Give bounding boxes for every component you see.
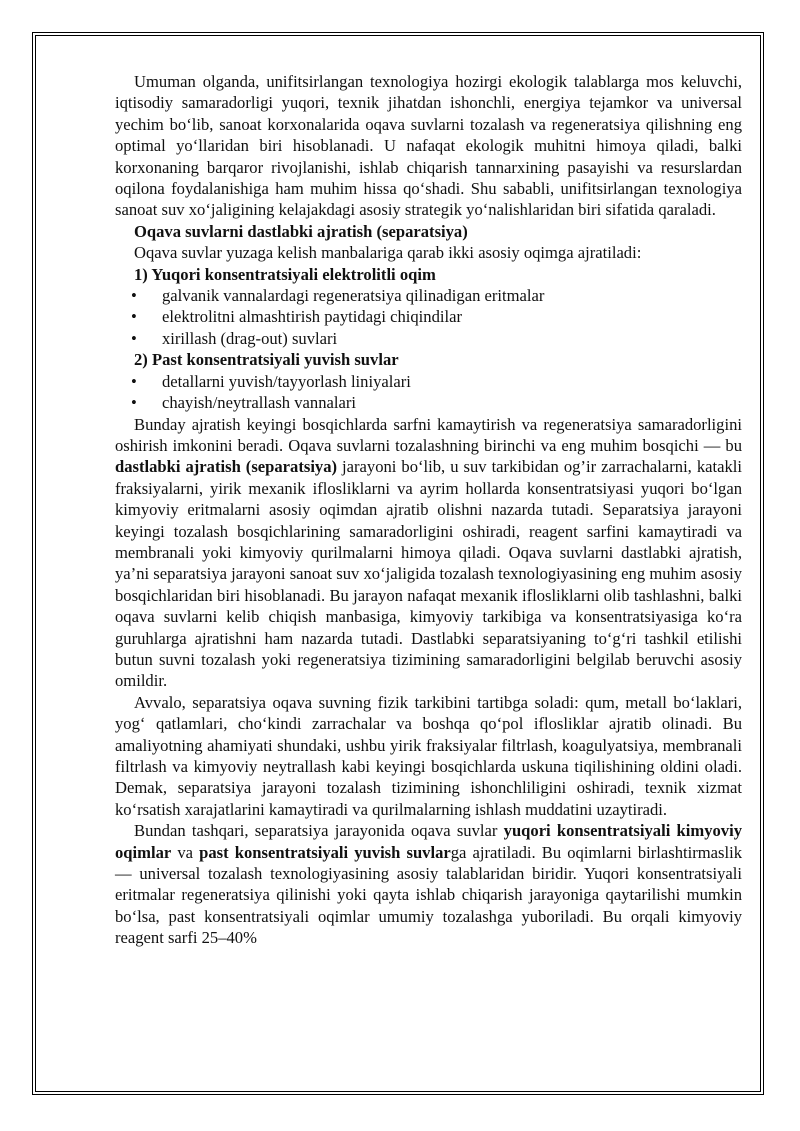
list-item: • galvanik vannalardagi regeneratsiya qilinadigan eritmalar (131, 286, 545, 306)
bullet-icon: • (131, 328, 137, 348)
list-item: • detallarni yuvish/tayyorlash liniyalari (131, 371, 411, 391)
stream-group-2-title: 2) Past konsentratsiyali yuvish suvlar (134, 350, 399, 370)
paragraph-streams-intro: Oqava suvlar yuzaga kelish manbalariga qarab ikki asosiy oqimga ajratiladi: (134, 243, 642, 263)
list-item: • xirillash (drag-out) suvlari (131, 328, 338, 348)
list-item: • chayish/neytrallash vannalari (131, 393, 356, 413)
bullet-icon: • (131, 307, 137, 327)
stream-group-1-title: 1) Yuqori konsentratsiyali elektrolitli oqim (134, 264, 436, 284)
bold-term: past konsentratsiyali yuvish suvlar (199, 842, 451, 862)
bullet-icon: • (131, 371, 137, 391)
list-item: • elektrolitni almashtirish paytidagi chiqindilar (131, 307, 463, 327)
bold-term: yuqori konsentratsiyali kimyoviy oqimlar (115, 821, 743, 862)
bullet-icon: • (131, 393, 137, 413)
document-body (115, 71, 742, 949)
stream-group-2-list (115, 371, 742, 414)
section-heading: Oqava suvlarni dastlabki ajratish (separatsiya) (134, 221, 468, 241)
stream-group-1-list (115, 285, 742, 349)
paragraph-separation: Bunday ajratish keyingi bosqichlarda sarfni kamaytirish va regeneratsiya samaradorligini oshirish imkonini beradi. Oqava suvlarni tozalashning birinchi va eng muhim bosqichi — bu dastlabki ajratish (separatsiya) jarayoni bo‘lib, u suv tarkibidan og’ir zarrachalarni, katakli fraksiyalarni, yirik mexanik iflosliklarni va ayrim hollarda konsentratsiyasi yuqori bo‘lgan kimyoviy eritmalarni asosiy oqimdan ajratib olishni nazarda tutadi. Separatsiya jarayoni keyingi tozalash bosqichlarining samaradorligini oshiradi, reagent sarfini kamaytiradi va membranali yoki kimyoviy qurilmalarni himoya qiladi. Oqava suvlarni dastlabki ajratish, ya’ni separatsiya jarayoni sanoat suv xo‘jaligida tozalash texnologiyasining eng muhim asosiy bosqichlaridan biri hisoblanadi. Bu jarayon nafaqat mexanik iflosliklarni olib tashlashni, balki oqava suvlarni kelib chiqish manbasiga, kimyoviy tarkibiga va konsentratsiyasiga ko‘ra guruhlarga ajratishni ham nazarda tutadi. Dastlabki separatsiyaning to‘g‘ri tashkil etilishi butun suvni tozalash yoki regeneratsiya tizimining samaradorligini belgilab beruvchi asosiy omildir. (115, 414, 742, 691)
paragraph-streams-split: Bundan tashqari, separatsiya jarayonida oqava suvlar yuqori konsentratsiyali kimyoviy oqimlar va past konsentratsiyali yuvish suvlarga ajratiladi. Bu oqimlarni birlashtirmaslik — universal tozalash texnologiyasining asosiy talablaridan biridir. Yuqori konsentratsiyali eritmalar regeneratsiya qilinishi yoki qayta ishlab chiqarish jarayoniga qaytarilishi mumkin bo‘lsa, past konsentratsiyali oqimlar umumiy tozalashga yuboriladi. Bu orqali kimyoviy reagent sarfi 25–40% (115, 821, 743, 948)
paragraph-physical: Avvalo, separatsiya oqava suvning fizik tarkibini tartibga soladi: qum, metall bo‘laklari, yog‘ qatlamlari, cho‘kindi zarrachalar va boshqa qo‘pol iflosliklar ajratib olinadi. Bu amaliyotning ahamiyati shundaki, ushbu yirik fraksiyalar filtrlash, koagulyatsiya, membranali filtrlash va kimyoviy neytrallash kabi keyingi bosqichlarda uskuna tiqilishining oldini oladi. Demak, separatsiya jarayoni tozalash tizimining ishonchliligini oshiradi, texnik xizmat ko‘rsatish xarajatlarini kamaytiradi va qurilmalarning ishlash muddatini uzaytiradi. (115, 692, 742, 819)
paragraph-intro: Umuman olganda, unifitsirlangan texnologiya hozirgi ekologik talablarga mos keluvchi, iqtisodiy samaradorligi yuqori, texnik jihatdan ishonchli, energiya tejamkor va universal yechim bo‘lib, sanoat korxonalarida oqava suvlarni tozalash va regeneratsiya qilishning eng optimal yo‘llaridan biri hisoblanadi. U nafaqat ekologik muhitni himoya qiladi, balki korxonaning barqaror rivojlanishi, ishlab chiqarish tannarxining pasayishi va resurslardan oqilona foydalanishiga ham muhim hissa qo‘shadi. Shu sababli, unifitsirlangan texnologiya sanoat suv xo‘jaligining kelajakdagi asosiy strategik yo‘nalishlaridan biri sifatida qaraladi. (115, 72, 742, 220)
bullet-icon: • (131, 286, 137, 306)
bold-term: dastlabki ajratish (separatsiya) (115, 457, 338, 477)
